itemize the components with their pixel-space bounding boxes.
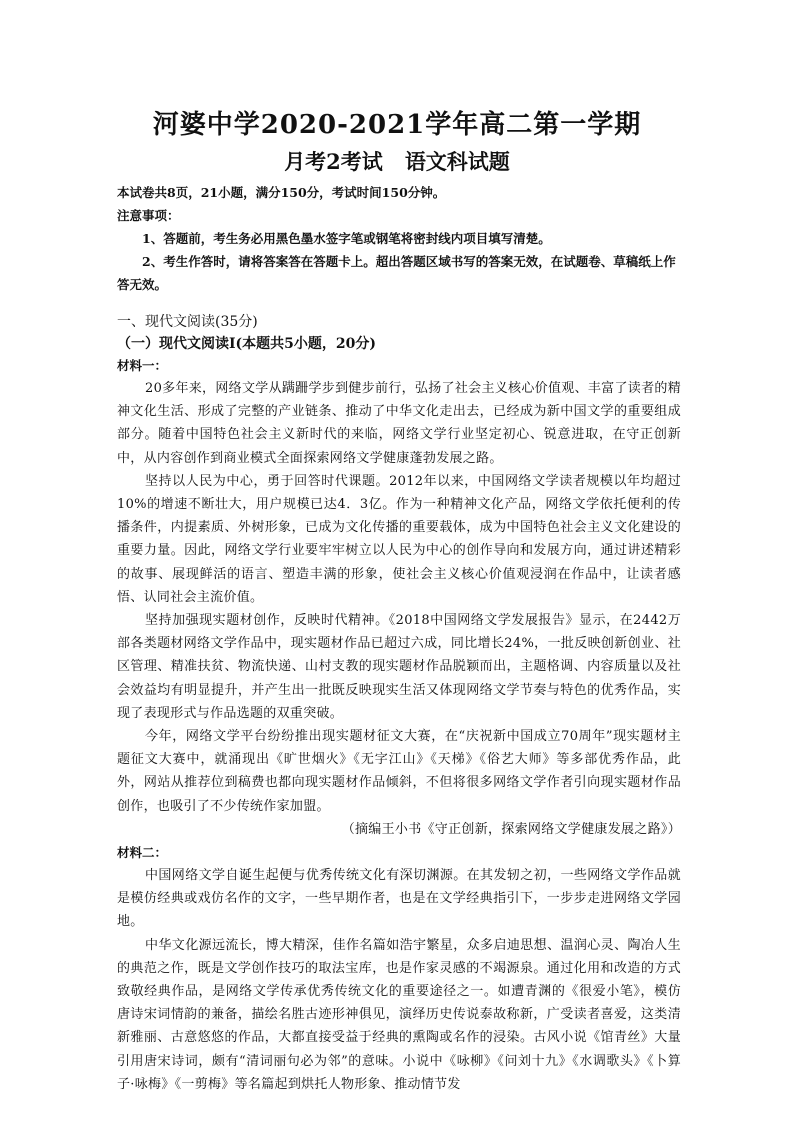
notice-heading: 注意事项：	[117, 208, 180, 223]
material-2-label: 材料二：	[117, 845, 168, 861]
subsection-heading: （一）现代文阅读Ⅰ(本题共5小题，20分)	[117, 336, 377, 352]
notice-block	[117, 181, 681, 296]
material-2-paragraph: 中华文化源远流长，博大精深，佳作名篇如浩宇繁星，众多启迪思想、温润心灵、陶冶人生的典范之作，既是文学创作技巧的取法宝库，也是作家灵感的不竭源泉。通过化用和改造的方式致敬经典作品，是网络文学传承优秀传统文化的重要途径之一。如遭青渊的《很爱小笔》，模仿唐诗宋词情韵的兼备，描绘名胜古迹形神俱见，演绎历史传说泰故称新，广受读者喜爱，这类清新雅丽、古意悠悠的作品，大都直接受益于经典的熏陶或名作的浸染。古风小说《馆青丝》大量引用唐宋诗词，颇有“清词丽句必为邻”的意味。小说中《咏柳》《问刘十九》《水调歌头》《卜算子·咏梅》《一剪梅》等名篇起到烘托人物形象、推动情节发	[117, 937, 681, 1092]
paper-info: 本试卷共8页，21小题，满分150分，考试时间150分钟。	[117, 185, 446, 200]
material-2-paragraph: 中国网络文学自诞生起便与优秀传统文化有深切渊源。在其发轫之初，一些网络文学作品就是模仿经典或戏仿名作的文字，一些早期作者，也是在文学经典指引下，一步步走进网络文学园地。	[117, 868, 681, 930]
material-1-paragraph: 坚持以人民为中心，勇于回答时代课题。2012年以来，中国网络文学读者规模以年均超过10%的增速不断壮大，用户规模已达4．3亿。作为一种精神文化产品，网络文学依托便利的传播条件，内提素质、外树形象，已成为文化传播的重要载体，成为中国特色社会主义文化建设的重要力量。因此，网络文学行业要牢牢树立以人民为中心的创作导向和发展方向，通过讲述精彩的故事、展现鲜活的语言、塑造丰满的形象，使社会主义核心价值观浸润在作品中，让读者感悟、认同社会主流价值。	[117, 473, 681, 605]
exam-name: 月考2考试	[284, 149, 383, 174]
exam-subtitle	[0, 146, 794, 176]
material-1-paragraph: 今年，网络文学平台纷纷推出现实题材征文大赛，在“庆祝新中国成立70周年”现实题材主题征文大赛中，就涌现出《旷世烟火》《无字江山》《天梯》《俗艺大师》等多部优秀作品，此外，网站从推荐位到稿费也都向现实题材作品倾斜，不但将很多网络文学作者引向现实题材作品创作，也吸引了不少传统作家加盟。	[117, 729, 681, 814]
material-1-source: （摘编王小书《守正创新，探索网络文学健康发展之路》）	[341, 821, 681, 837]
material-1-label: 材料一：	[117, 358, 168, 373]
material-1-paragraph: 坚持加强现实题材创作，反映时代精神。《2018中国网络文学发展报告》显示，在2442万部各类题材网络文学作品中，现实题材作品已超过六成，同比增长24%，一批反映创新创业、社区管理、精准扶贫、物流快递、山村支教的现实题材作品脱颖而出，主题格调、内容质量以及社会效益均有明显提升，并产生出一批既反映现实生活又体现网络文学节奏与特色的优秀作品，实现了表现形式与作品选题的双重突破。	[117, 613, 681, 721]
material-1-paragraph: 20多年来，网络文学从蹒跚学步到健步前行，弘扬了社会主义核心价值观、丰富了读者的精神文化生活、形成了完整的产业链条、推动了中华文化走出去，已经成为新中国文学的重要组成部分。随着中国特色社会主义新时代的来临，网络文学行业坚定初心、锐意进取，在守正创新中，从内容创作到商业模式全面探索网络文学健康蓬勃发展之路。	[117, 381, 681, 466]
reading-body	[117, 354, 681, 1096]
exam-title: 河婆中学2020-2021学年高二第一学期	[152, 110, 642, 140]
section-heading: 一、现代文阅读(35分)	[117, 314, 258, 330]
subject-name: 语文科试题	[404, 149, 510, 174]
notice-item-2: 2、考生作答时，请将答案答在答题卡上。超出答题区域书写的答案无效，在试题卷、草稿纸上作答无效。	[117, 254, 676, 292]
notice-item-1: 1、答题前，考生务必用黑色墨水签字笔或钢笔将密封线内项目填写清楚。	[142, 231, 551, 246]
